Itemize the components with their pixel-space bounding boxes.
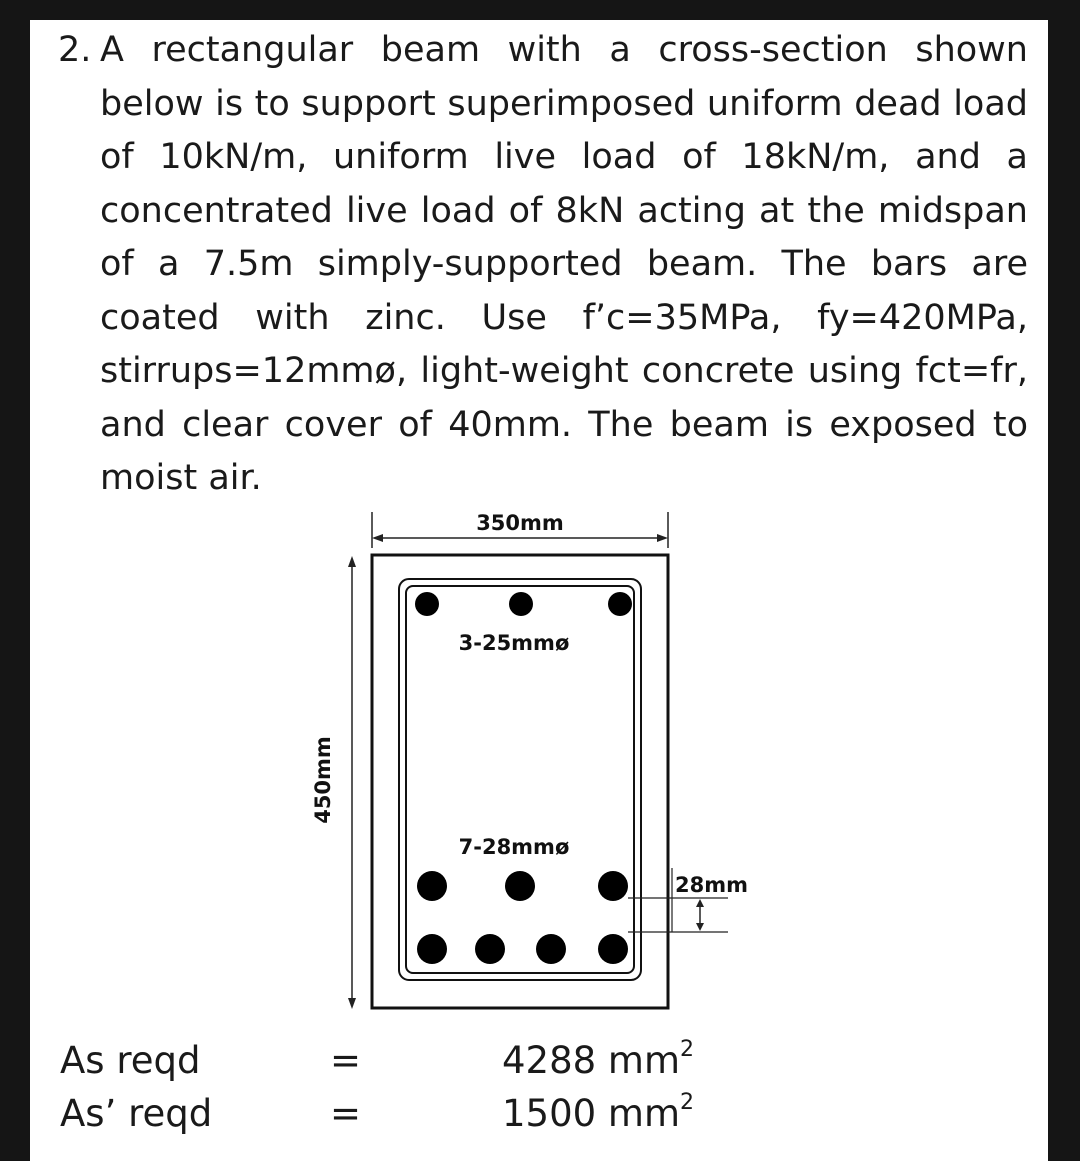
top-bars-label: 3-25mmø bbox=[458, 631, 570, 655]
width-label: 350mm bbox=[476, 511, 564, 535]
height-arrow-top bbox=[348, 556, 356, 567]
bottom-bar bbox=[598, 871, 628, 901]
bottom-bar bbox=[417, 871, 447, 901]
spacing-label: 28mm bbox=[675, 873, 748, 897]
result-value-text: 1500 mm bbox=[502, 1092, 681, 1135]
equals-sign: = bbox=[330, 1039, 362, 1082]
problem-number: 2. bbox=[58, 30, 92, 70]
unit-exponent: 2 bbox=[680, 1036, 695, 1062]
document-page bbox=[30, 20, 1048, 1161]
height-label: 450mm bbox=[311, 736, 335, 824]
result-value bbox=[502, 1036, 695, 1082]
width-arrow-left bbox=[372, 534, 383, 542]
result-value-text: 4288 mm bbox=[502, 1039, 681, 1082]
result-label: As reqd bbox=[60, 1039, 201, 1082]
top-bar bbox=[509, 592, 533, 616]
bottom-bar bbox=[417, 934, 447, 964]
result-value bbox=[502, 1089, 695, 1135]
equals-sign: = bbox=[330, 1092, 362, 1135]
bottom-bar bbox=[475, 934, 505, 964]
top-bar bbox=[608, 592, 632, 616]
unit-exponent: 2 bbox=[680, 1089, 695, 1115]
height-arrow-bottom bbox=[348, 998, 356, 1009]
spacing-arrow-bottom bbox=[696, 923, 704, 931]
bottom-bar bbox=[536, 934, 566, 964]
beam-cross-section-diagram bbox=[30, 20, 1048, 1161]
bottom-bar bbox=[505, 871, 535, 901]
bottom-bar bbox=[598, 934, 628, 964]
spacing-arrow-top bbox=[696, 899, 704, 907]
result-label: As’ reqd bbox=[60, 1092, 213, 1135]
problem-text: A rectangular beam with a cross-section shown below is to support superimposed uniform dead load of 10kN/m, uniform live load of 18kN/m, and a concentrated live load of 8kN acting at the midspan of a 7.5m simply-supported beam. The bars are coated with zinc. Use f’c=35MPa, fy=420MPa, stirrups=12mmø, light-weight concrete using fct=fr, and clear cover of 40mm. The beam is exposed to moist air. bbox=[100, 30, 1028, 498]
top-bar bbox=[415, 592, 439, 616]
width-arrow-right bbox=[657, 534, 668, 542]
bottom-bars-label: 7-28mmø bbox=[458, 835, 570, 859]
